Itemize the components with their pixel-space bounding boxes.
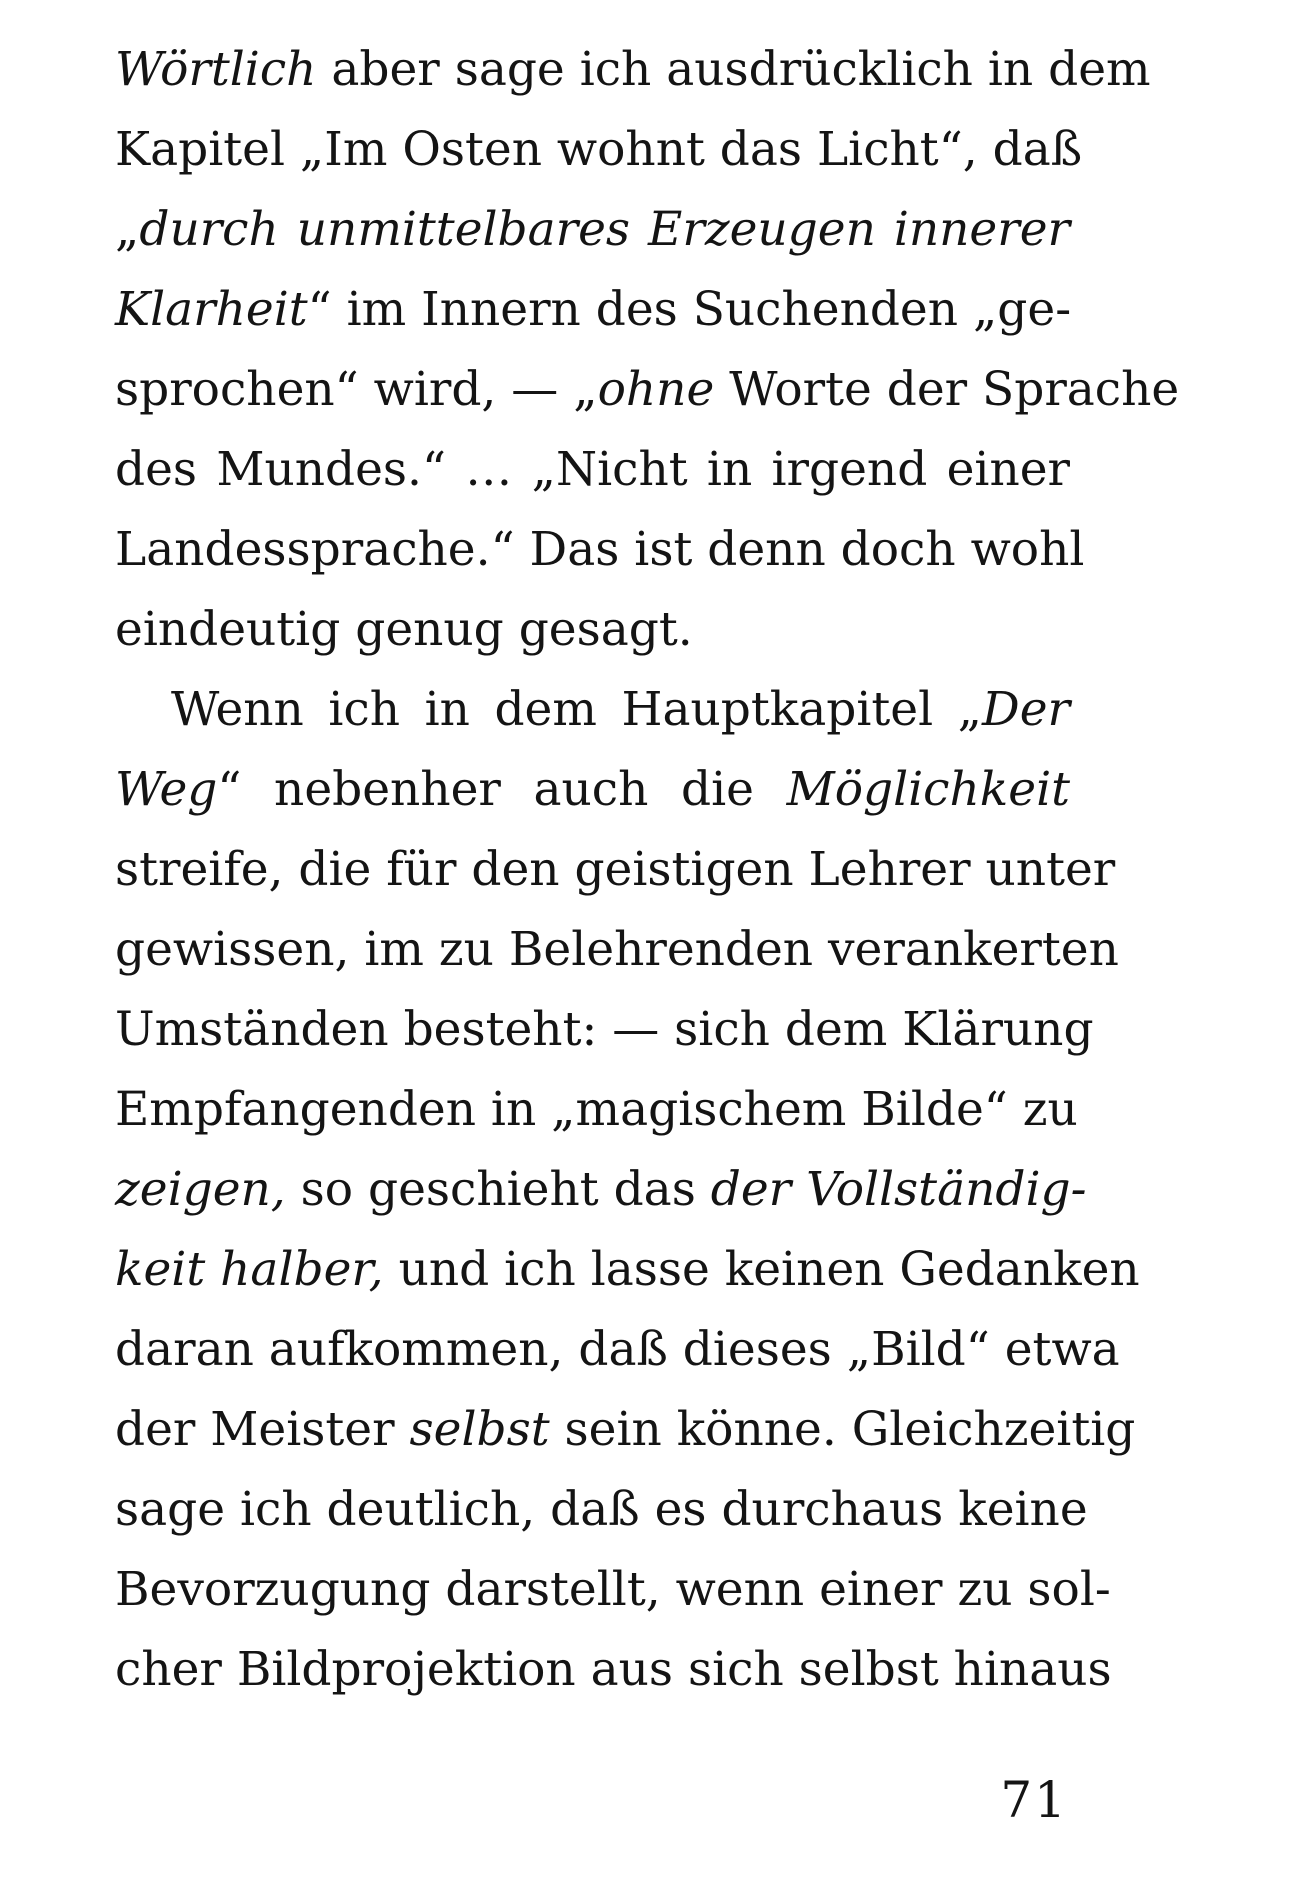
text-run: sein könne. Gleichzeitig — [549, 1402, 1136, 1457]
text-line — [115, 590, 1070, 670]
text-line — [115, 1550, 1111, 1630]
text-line — [115, 830, 1116, 910]
text-line — [115, 1070, 1078, 1150]
text-line — [115, 910, 1119, 990]
text-line — [115, 350, 1180, 430]
text-run: “ im Innern des Suchenden „ge- — [307, 282, 1072, 337]
text-run: cher Bildprojektion aus sich selbst hinaus — [115, 1642, 1112, 1697]
text-run: Worte der Sprache — [714, 362, 1180, 417]
text-run: Wenn ich in dem Hauptkapitel „ — [171, 682, 983, 737]
text-line — [115, 1630, 1112, 1710]
italic-text: der Vollständig- — [710, 1162, 1087, 1217]
italic-text: selbst — [409, 1402, 550, 1457]
text-line — [115, 1230, 1140, 1310]
text-run: gewissen, im zu Belehrenden verankerten — [115, 922, 1119, 977]
text-run: Umständen besteht: — sich dem Klärung — [115, 1002, 1094, 1057]
italic-text: ohne — [597, 362, 715, 417]
text-line — [115, 1390, 1136, 1470]
italic-text: Klarheit — [115, 282, 308, 337]
text-line — [115, 110, 1083, 190]
text-run: der Meister — [115, 1402, 410, 1457]
text-line — [115, 430, 1070, 510]
text-line — [115, 510, 1085, 590]
text-run: Bevorzugung darstellt, wenn einer zu sol- — [115, 1562, 1111, 1617]
italic-text: Möglichkeit — [786, 762, 1070, 817]
text-run: sprochen“ wird, — „ — [115, 362, 598, 417]
text-run: aber sage ich ausdrücklich in dem — [316, 42, 1151, 97]
text-line — [115, 270, 1070, 350]
text-line — [115, 30, 1151, 110]
body-text — [115, 30, 1180, 1710]
text-run: eindeutig genug gesagt. — [115, 602, 693, 657]
text-run: sage ich deutlich, daß es durchaus keine — [115, 1482, 1088, 1537]
text-line — [115, 670, 1070, 750]
paragraph — [115, 670, 1140, 1710]
text-run: Empfangenden in „magischem Bilde“ zu — [115, 1082, 1078, 1137]
text-run: Kapitel „Im Osten wohnt das Licht“, daß — [115, 122, 1083, 177]
text-line — [115, 190, 1070, 270]
text-line — [115, 1470, 1088, 1550]
italic-text: keit halber, — [115, 1242, 384, 1297]
text-run: so geschieht das — [285, 1162, 711, 1217]
text-run: daran aufkommen, daß dieses „Bild“ etwa — [115, 1322, 1120, 1377]
text-line — [115, 750, 1070, 830]
text-line — [115, 990, 1094, 1070]
paragraph — [115, 30, 1180, 670]
italic-text: zeigen, — [115, 1162, 286, 1217]
italic-text: Wörtlich — [115, 42, 317, 97]
text-run: streife, die für den geistigen Lehrer unter — [115, 842, 1116, 897]
italic-text: Der — [982, 682, 1070, 737]
page-number: 71 — [1000, 1771, 1068, 1829]
text-run: und ich lasse keinen Gedanken — [383, 1242, 1140, 1297]
italic-text: durch unmittelbares Erzeugen innerer — [139, 202, 1070, 257]
text-run: Landessprache.“ Das ist denn doch wohl — [115, 522, 1085, 577]
text-line — [115, 1150, 1087, 1230]
text-line — [115, 1310, 1120, 1390]
text-run: „ — [115, 202, 140, 257]
italic-text: Weg — [115, 762, 218, 817]
text-run: “ nebenher auch die — [217, 762, 787, 817]
text-run: des Mundes.“ … „Nicht in irgend einer — [115, 442, 1070, 497]
